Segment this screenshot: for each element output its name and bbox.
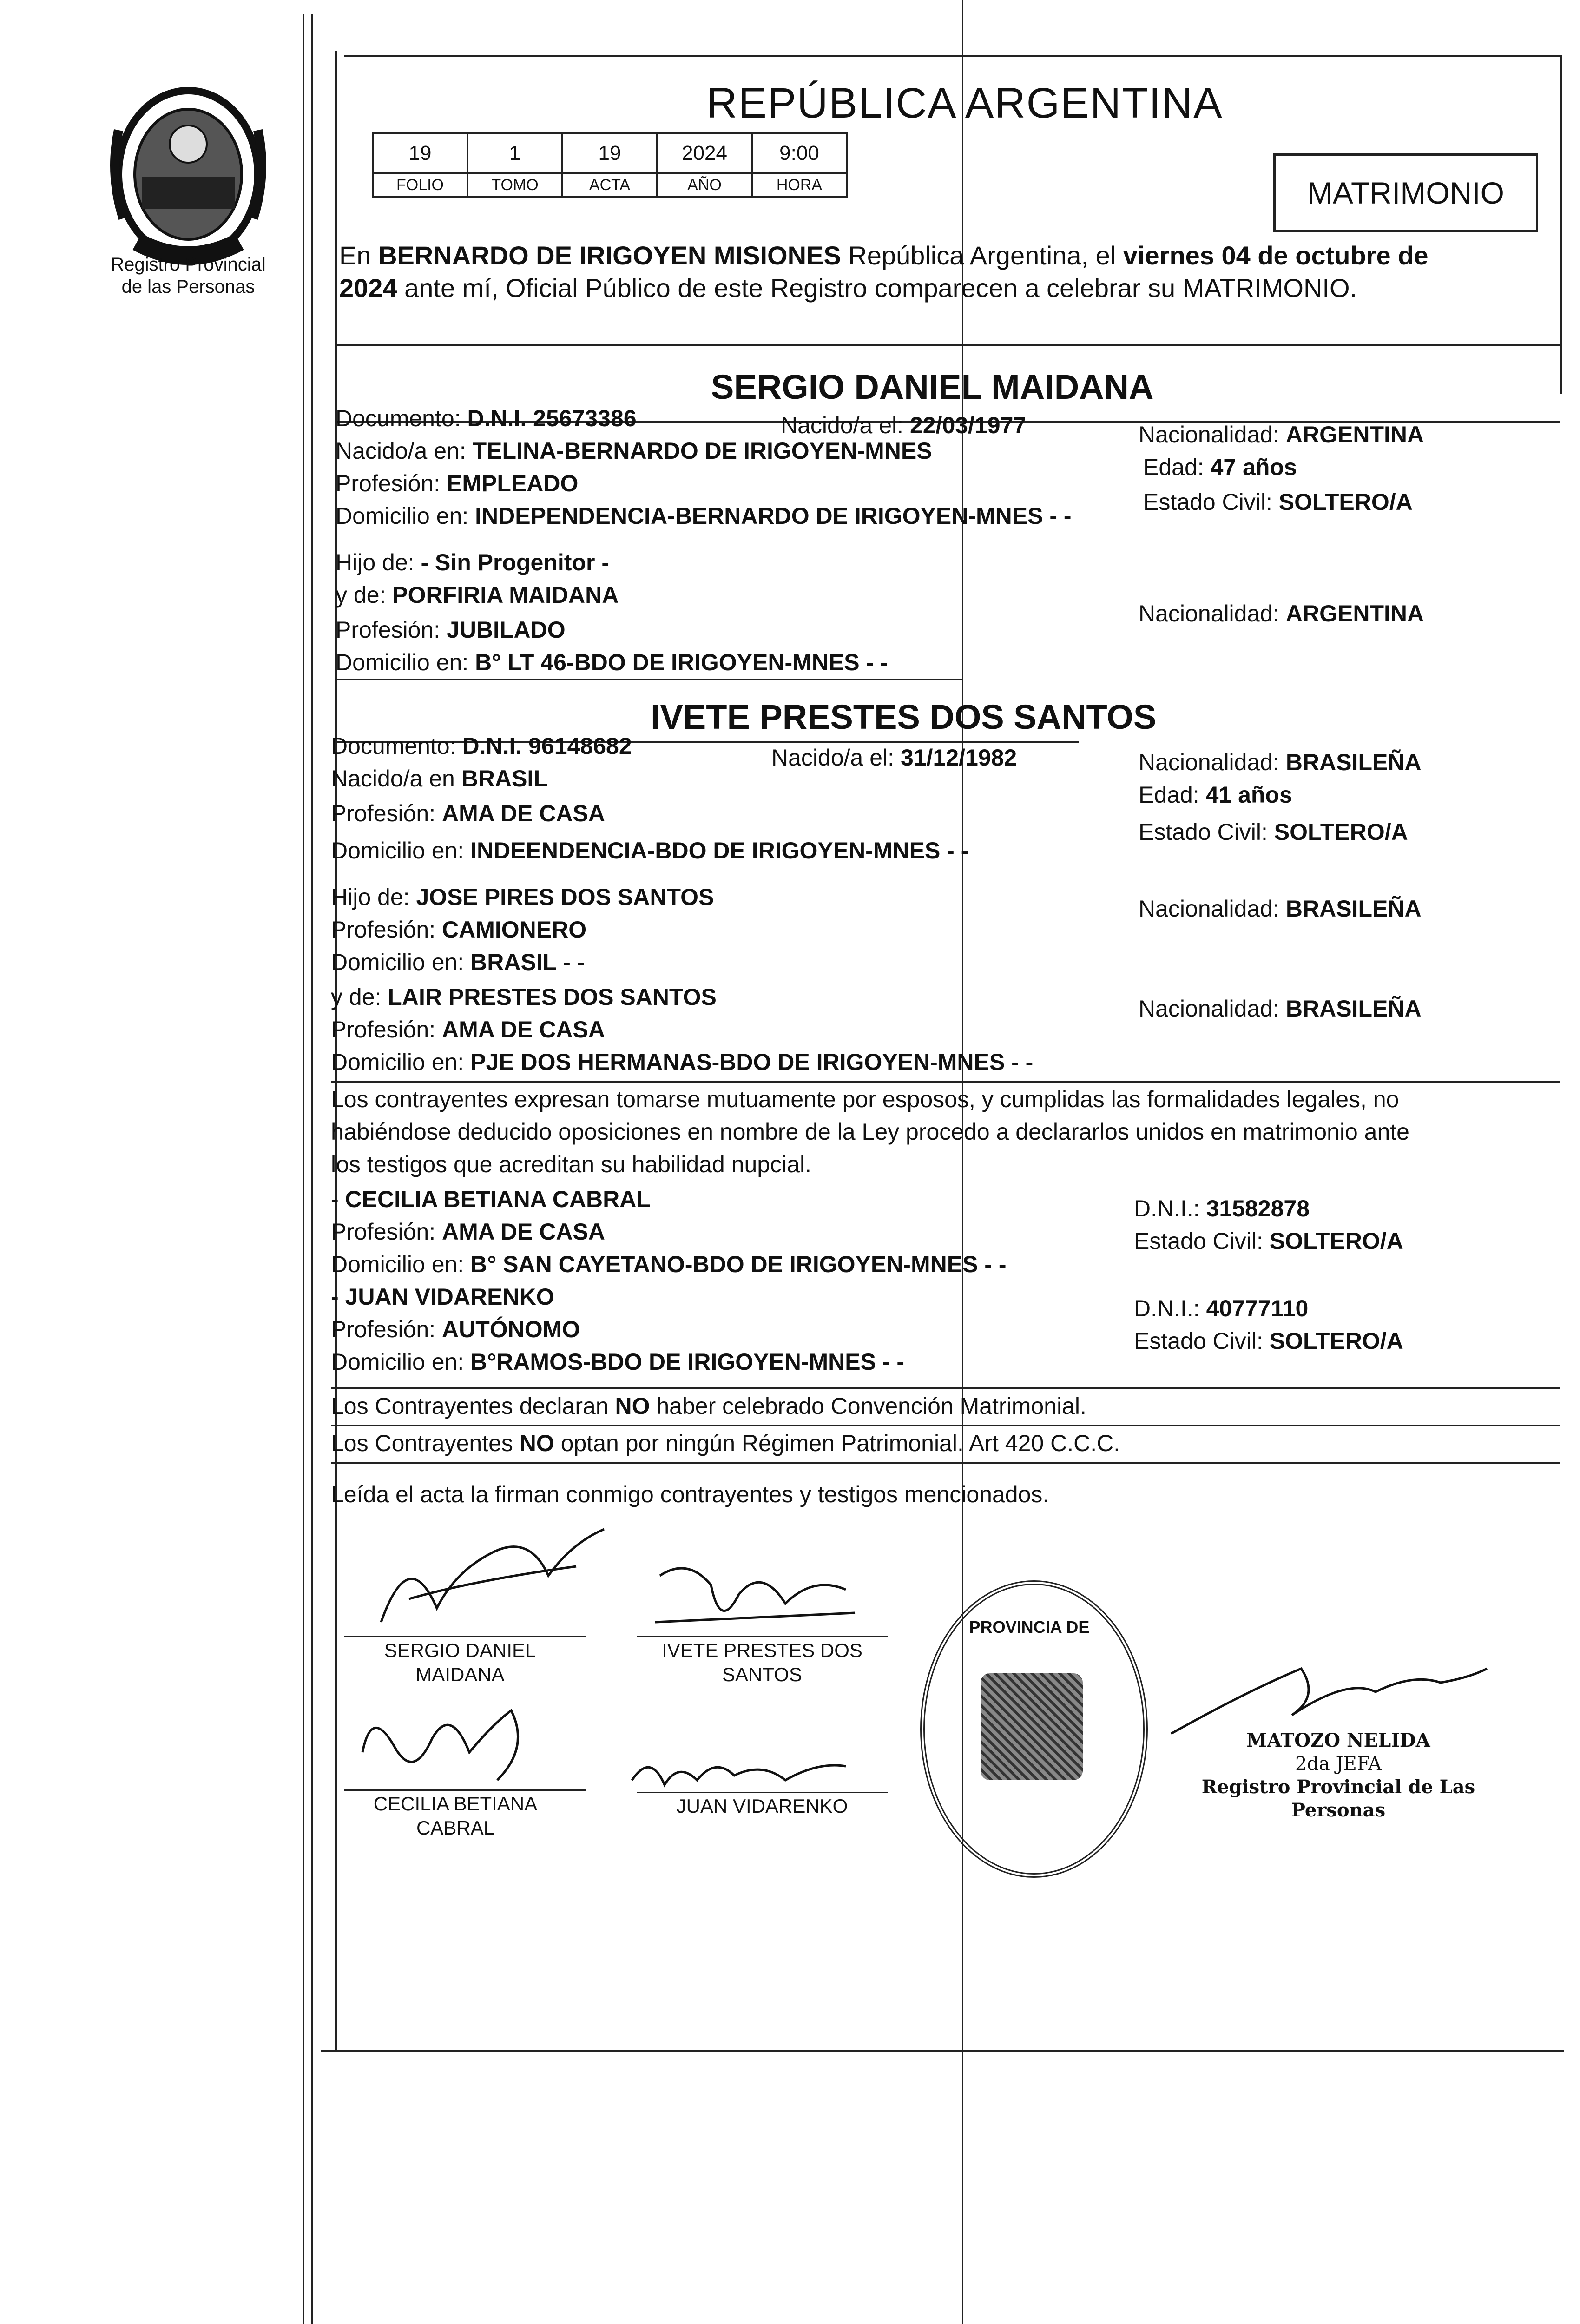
- groom-address: Domicilio en: INDEPENDENCIA-BERNARDO DE IRIGOYEN-MNES - -: [336, 503, 1072, 529]
- bride-address: Domicilio en: INDEENDENCIA-BDO DE IRIGOYEN-MNES - -: [331, 838, 969, 864]
- bride-father-nationality: Nacionalidad: BRASILEÑA: [1139, 896, 1422, 922]
- witness-1-civil-status: Estado Civil: SOLTERO/A: [1134, 1228, 1403, 1254]
- groom-birthplace: Nacido/a en: TELINA-BERNARDO DE IRIGOYEN-MNES: [336, 438, 932, 464]
- hour-value: 9:00: [752, 133, 847, 173]
- bride-mother-address: Domicilio en: PJE DOS HERMANAS-BDO DE IRIGOYEN-MNES - -: [331, 1049, 1034, 1075]
- witness-1-dni: D.N.I.: 31582878: [1134, 1195, 1310, 1221]
- groom-mother-profession: Profesión: JUBILADO: [336, 617, 566, 643]
- hour-label: HORA: [752, 173, 847, 197]
- divider: [336, 679, 963, 680]
- folio-label: FOLIO: [373, 173, 467, 197]
- groom-nationality: Nacionalidad: ARGENTINA: [1139, 422, 1424, 448]
- groom-mother-nationality: Nacionalidad: ARGENTINA: [1139, 601, 1424, 627]
- bride-mother: y de: LAIR PRESTES DOS SANTOS: [331, 984, 717, 1010]
- bride-signature-name: IVETE PRESTES DOS SANTOS: [662, 1639, 862, 1685]
- stamp-caption: PROVINCIA DE: [969, 1618, 1090, 1637]
- frame-bottom-line: [321, 2050, 1547, 2052]
- divider: [331, 1462, 1560, 1464]
- groom-mother-address: Domicilio en: B° LT 46-BDO DE IRIGOYEN-MNES - -: [336, 649, 888, 675]
- groom-signature-scribble: [353, 1515, 632, 1636]
- bride-profession: Profesión: AMA DE CASA: [331, 800, 605, 826]
- witness-2-signature-line: [637, 1792, 888, 1793]
- act-type-box: MATRIMONIO: [1273, 153, 1538, 232]
- divider: [336, 344, 1560, 346]
- divider: [331, 1081, 1560, 1083]
- bride-father: Hijo de: JOSE PIRES DOS SANTOS: [331, 884, 714, 910]
- witness-2-name: - JUAN VIDARENKO: [331, 1284, 554, 1310]
- witness-1-signature-line: [344, 1789, 586, 1791]
- bride-birthdate: Nacido/a el: 31/12/1982: [771, 745, 1017, 771]
- frame-top-line: [344, 55, 1561, 57]
- bride-father-profession: Profesión: CAMIONERO: [331, 917, 587, 943]
- document-title: REPÚBLICA ARGENTINA: [706, 79, 1223, 127]
- witness-1-profession: Profesión: AMA DE CASA: [331, 1219, 605, 1245]
- stamp-emblem: [981, 1673, 1083, 1780]
- witness-2-civil-status: Estado Civil: SOLTERO/A: [1134, 1328, 1403, 1354]
- witness-1-name: - CECILIA BETIANA CABRAL: [331, 1186, 651, 1212]
- bride-name: IVETE PRESTES DOS SANTOS: [651, 698, 1157, 736]
- acta-label: ACTA: [562, 173, 657, 197]
- convention-line-2: Los Contrayentes NO optan por ningún Régimen Patrimonial. Art 420 C.C.C.: [331, 1430, 1120, 1456]
- witness-2-signature-name: JUAN VIDARENKO: [676, 1795, 848, 1817]
- registry-caption: Registro Provincial de las Personas: [111, 254, 266, 297]
- declaration-line-2: habiéndose deducido oposiciones en nombre de la Ley procedo a declararlos unidos en matrimonio ante: [331, 1119, 1409, 1145]
- intro-line-2: 2024 ante mí, Oficial Público de este Registro comparecen a celebrar su MATRIMONIO.: [339, 273, 1357, 303]
- witness-1-signature-scribble: [344, 1697, 567, 1789]
- divider: [331, 1387, 1560, 1389]
- bride-birthplace: Nacido/a en BRASIL: [331, 766, 548, 792]
- groom-document: Documento: D.N.I. 25673386: [336, 405, 637, 431]
- witness-1-signature-name: CECILIA BETIANA CABRAL: [373, 1793, 538, 1839]
- groom-name: SERGIO DANIEL MAIDANA: [711, 368, 1154, 406]
- bride-nationality: Nacionalidad: BRASILEÑA: [1139, 749, 1422, 775]
- bride-father-address: Domicilio en: BRASIL - -: [331, 949, 585, 975]
- groom-age: Edad: 47 años: [1143, 454, 1297, 480]
- frame-right-line: [1560, 55, 1562, 394]
- bride-signature-scribble: [646, 1548, 869, 1641]
- witness-2-profession: Profesión: AUTÓNOMO: [331, 1316, 580, 1342]
- divider: [331, 1425, 1560, 1426]
- acta-value: 19: [562, 133, 657, 173]
- intro-line-1: En BERNARDO DE IRIGOYEN MISIONES República Argentina, el viernes 04 de octubre de: [339, 241, 1429, 270]
- groom-civil-status: Estado Civil: SOLTERO/A: [1143, 489, 1413, 515]
- bride-age: Edad: 41 años: [1139, 782, 1292, 808]
- bride-civil-status: Estado Civil: SOLTERO/A: [1139, 819, 1408, 845]
- year-value: 2024: [657, 133, 752, 173]
- official-signature-block: MATOZO NELIDA 2da JEFA Registro Provincial de Las Personas: [1201, 1730, 1475, 1821]
- groom-profession: Profesión: EMPLEADO: [336, 470, 579, 496]
- folio-value: 19: [373, 133, 467, 173]
- bride-signature-line: [637, 1636, 888, 1637]
- tomo-label: TOMO: [467, 173, 562, 197]
- year-label: AÑO: [657, 173, 752, 197]
- groom-mother: y de: PORFIRIA MAIDANA: [336, 582, 619, 608]
- witness-2-dni: D.N.I.: 40777110: [1134, 1295, 1309, 1321]
- closing-statement: Leída el acta la firman conmigo contrayentes y testigos mencionados.: [331, 1481, 1049, 1507]
- witness-2-signature-scribble: [623, 1748, 864, 1799]
- folio-table: [372, 132, 848, 198]
- margin-line-left: [303, 14, 304, 2324]
- groom-father: Hijo de: - Sin Progenitor -: [336, 549, 609, 575]
- bride-mother-nationality: Nacionalidad: BRASILEÑA: [1139, 996, 1422, 1022]
- bride-mother-profession: Profesión: AMA DE CASA: [331, 1017, 605, 1043]
- groom-birthdate: Nacido/a el: 22/03/1977: [781, 412, 1027, 438]
- witness-1-address: Domicilio en: B° SAN CAYETANO-BDO DE IRIGOYEN-MNES - -: [331, 1251, 1007, 1277]
- bride-document: Documento: D.N.I. 96148682: [331, 733, 632, 759]
- convention-line-1: Los Contrayentes declaran NO haber celebrado Convención Matrimonial.: [331, 1393, 1086, 1419]
- witness-2-address: Domicilio en: B°RAMOS-BDO DE IRIGOYEN-MNES - -: [331, 1349, 904, 1375]
- margin-line-left-2: [311, 14, 313, 2324]
- groom-signature-name: SERGIO DANIEL MAIDANA: [384, 1639, 536, 1685]
- groom-signature-line: [344, 1636, 586, 1637]
- declaration-line-3: los testigos que acreditan su habilidad nupcial.: [331, 1151, 812, 1177]
- declaration-line-1: Los contrayentes expresan tomarse mutuamente por esposos, y cumplidas las formalidades legales, no: [331, 1086, 1399, 1112]
- tomo-value: 1: [467, 133, 562, 173]
